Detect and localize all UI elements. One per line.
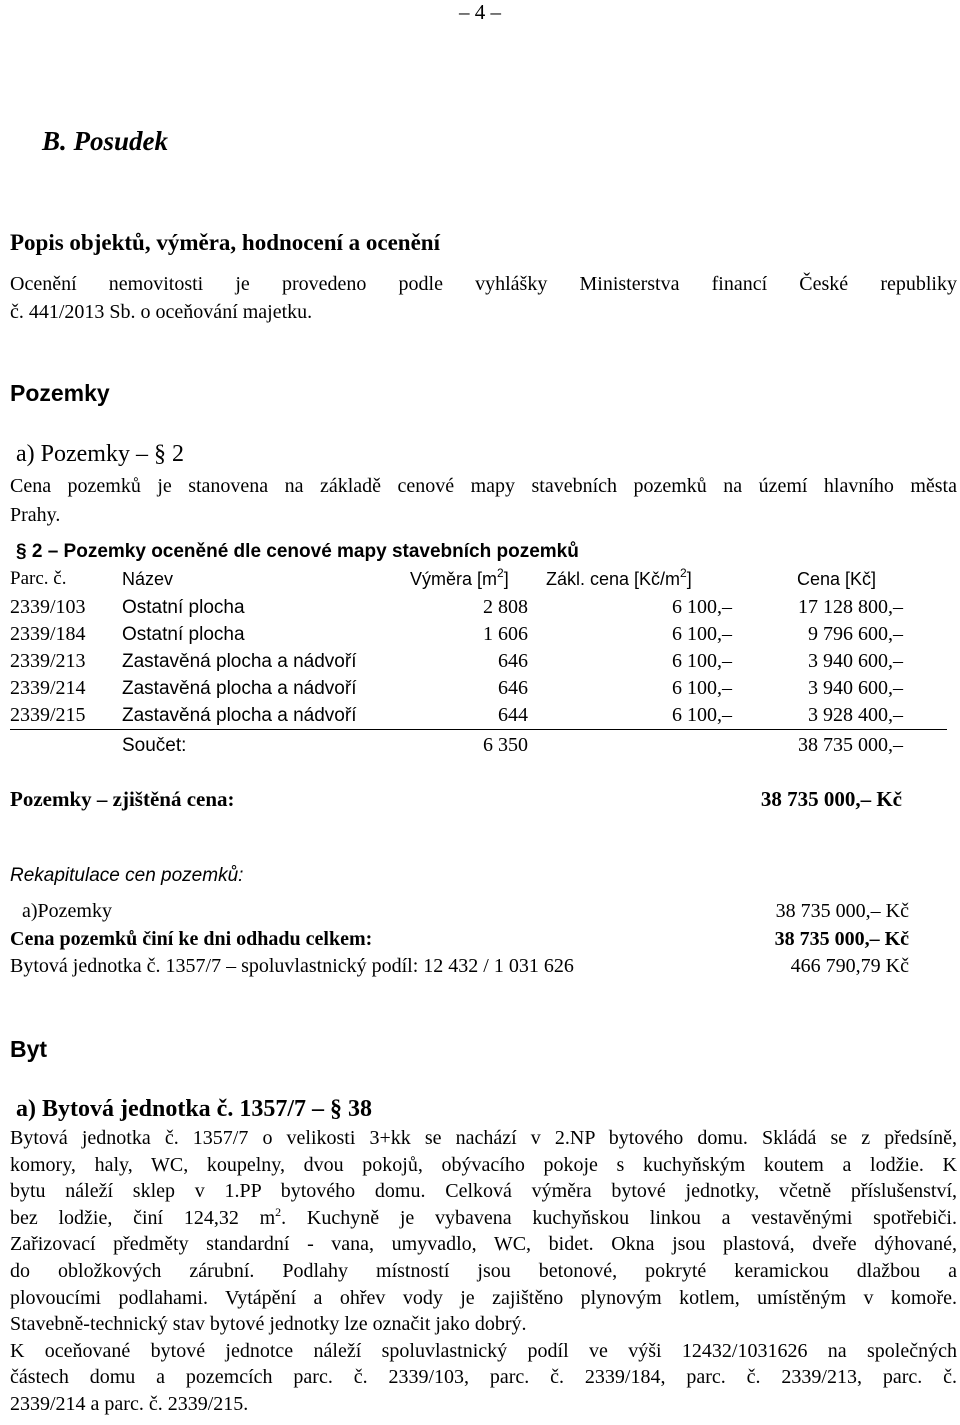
table-total-rule	[10, 729, 947, 730]
table-total-cena: 38 735 000,–	[798, 734, 903, 756]
table-cell-vymera: 646	[498, 650, 528, 672]
rekap-share-label: Bytová jednotka č. 1357/7 – spoluvlastnický podíl: 12 432 / 1 031 626	[10, 955, 574, 977]
pozemky-heading: Pozemky	[10, 380, 110, 406]
byt-line: Bytová jednotka č. 1357/7 o velikosti 3+kk se nachází v 2.NP bytového domu. Skládá se z předsíně,	[10, 1127, 957, 1149]
table-cell-cena: 3 928 400,–	[808, 704, 903, 726]
table-cell-parc: 2339/213	[10, 650, 86, 672]
table-cell-parc: 2339/103	[10, 596, 86, 618]
col-header-zakl: Zákl. cena $[Kč/m^2]$	[546, 566, 692, 589]
rekap-share-value: 466 790,79 Kč	[790, 955, 909, 977]
pozemky-desc-line-1: Cena pozemků je stanovena na základě cenové mapy stavebních pozemků na území hlavního města	[10, 475, 957, 497]
col-header-vymera: Výměra $[m^2]$	[410, 566, 509, 589]
table-cell-vymera: 646	[498, 677, 528, 699]
table-cell-vymera: 2 808	[483, 596, 528, 618]
col-header-parc: Parc. č.	[10, 568, 67, 589]
byt-subheading: a) Bytová jednotka č. 1357/7 – § 38	[16, 1096, 372, 1122]
table-title: § 2 – Pozemky oceněné dle cenové mapy stavebních pozemků	[16, 541, 579, 562]
rekapitulace-heading: Rekapitulace cen pozemků:	[10, 865, 244, 886]
table-cell-nazev: Ostatní plocha	[122, 597, 245, 618]
table-cell-cena: 9 796 600,–	[808, 623, 903, 645]
section-title: B. Posudek	[42, 126, 169, 156]
table-cell-nazev: Zastavěná plocha a nádvoří	[122, 678, 357, 699]
rekap-total-value: 38 735 000,– Kč	[774, 928, 909, 950]
pozemky-desc-line-2: Prahy.	[10, 504, 61, 526]
pozemky-found-value: 38 735 000,– Kč	[760, 787, 902, 811]
table-cell-parc: 2339/184	[10, 623, 86, 645]
pozemky-found-label: Pozemky – zjištěná cena:	[10, 787, 235, 811]
table-cell-zakl: 6 100,–	[672, 650, 732, 672]
byt-line: K oceňované bytové jednotce náleží spoluvlastnický podíl ve výši 12432/1031626 na společných	[10, 1339, 957, 1362]
table-cell-zakl: 6 100,–	[672, 623, 732, 645]
byt-line: 2339/214 a parc. č. 2339/215.	[10, 1392, 249, 1415]
byt-line: Stavebně-technický stav bytové jednotky lze označit jako dobrý.	[10, 1313, 527, 1336]
page-heading: Popis objektů, výměra, hodnocení a ocenění	[10, 230, 440, 255]
table-cell-cena: 3 940 600,–	[808, 677, 903, 699]
table-cell-zakl: 6 100,–	[672, 704, 732, 726]
byt-line: plovoucími podlahami. Vytápění a ohřev vody je zajištěno plynovým kotlem, umístěným v komoře.	[10, 1286, 957, 1309]
rekap-row-label: a)Pozemky	[22, 900, 112, 922]
table-total-label: Součet:	[122, 735, 187, 756]
table-cell-vymera: 644	[498, 704, 528, 726]
table-cell-zakl: 6 100,–	[672, 596, 732, 618]
byt-description	[10, 1125, 957, 1418]
col-header-cena: Cena [Kč]	[797, 569, 877, 589]
byt-line: bytu náleží sklep v 1.PP bytového domu. Celková výměra bytové jednotky, včetně příslušenství,	[10, 1180, 957, 1203]
byt-heading: Byt	[10, 1036, 48, 1062]
pozemky-subheading: a) Pozemky – § 2	[16, 441, 184, 467]
rekap-total-label: Cena pozemků činí ke dni odhadu celkem:	[10, 928, 373, 950]
page-number: – 4 –	[459, 0, 501, 24]
byt-line: komory, haly, WC, koupelny, dvou pokojů, obývacího pokoje s kuchyňským koutem a lodžie. K	[10, 1153, 957, 1176]
table-cell-zakl: 6 100,–	[672, 677, 732, 699]
table-cell-cena: 17 128 800,–	[798, 596, 903, 618]
byt-line: částech domu a pozemcích parc. č. 2339/103, parc. č. 2339/184, parc. č. 2339/213, parc. č.	[10, 1366, 957, 1389]
rekap-row-value: 38 735 000,– Kč	[775, 900, 909, 922]
table-total-vymera: 6 350	[483, 734, 528, 756]
byt-line-area: bez lodžie, činí 124,32 $m^2$. Kuchyně je vybavena kuchyňskou linkou a vestavěnými spotřebiči.	[10, 1204, 957, 1229]
byt-line: do obložkových zárubní. Podlahy místností jsou betonové, pokryté keramickou dlažbou a	[10, 1259, 957, 1282]
intro-line-1: Ocenění nemovitosti je provedeno podle vyhlášky Ministerstva financí České republiky	[10, 273, 957, 295]
byt-line: Zařizovací předměty standardní - vana, umyvadlo, WC, bidet. Okna jsou plastová, dveře dýhované,	[10, 1233, 957, 1256]
table-cell-vymera: 1 606	[483, 623, 528, 645]
intro-line-2: č. 441/2013 Sb. o oceňování majetku.	[10, 301, 313, 323]
col-header-nazev: Název	[122, 569, 174, 589]
table-cell-nazev: Zastavěná plocha a nádvoří	[122, 705, 357, 726]
table-cell-parc: 2339/215	[10, 704, 86, 726]
table-cell-parc: 2339/214	[10, 677, 86, 699]
table-cell-nazev: Ostatní plocha	[122, 624, 245, 645]
table-cell-nazev: Zastavěná plocha a nádvoří	[122, 651, 357, 672]
table-cell-cena: 3 940 600,–	[808, 650, 903, 672]
